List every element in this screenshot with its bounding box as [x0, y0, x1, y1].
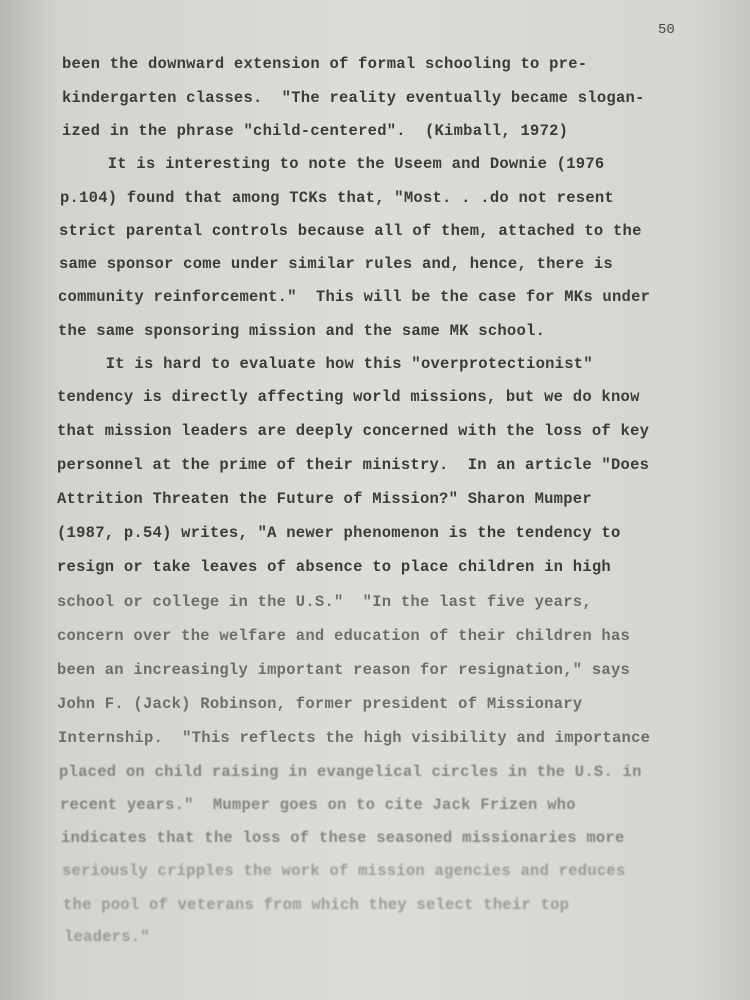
text-line: It is interesting to note the Useem and Downie (1976: [60, 155, 605, 173]
text-line: the same sponsoring mission and the same MK school.: [58, 322, 546, 340]
text-line: recent years." Mumper goes on to cite Jack Frizen who: [60, 796, 576, 814]
text-line: been an increasingly important reason for resignation," says: [57, 661, 631, 679]
text-line: indicates that the loss of these seasoned missionaries more: [61, 829, 625, 847]
text-line: ized in the phrase "child-centered". (Kimball, 1972): [62, 122, 569, 140]
text-line: It is hard to evaluate how this "overprotectionist": [58, 355, 593, 373]
text-line: p.104) found that among TCKs that, "Most. . .do not resent: [60, 189, 614, 207]
text-line: that mission leaders are deeply concerned with the loss of key: [57, 422, 650, 440]
text-line: seriously cripples the work of mission agencies and reduces: [62, 862, 626, 880]
text-line: John F. (Jack) Robinson, former president of Missionary: [57, 695, 583, 713]
text-line: resign or take leaves of absence to place children in high: [57, 558, 611, 576]
text-line: Attrition Threaten the Future of Mission?" Sharon Mumper: [57, 490, 592, 508]
text-line: Internship. "This reflects the high visibility and importance: [58, 729, 651, 747]
text-line: concern over the welfare and education of their children has: [57, 627, 631, 645]
text-line: school or college in the U.S." "In the last five years,: [57, 593, 592, 611]
text-line: kindergarten classes. "The reality eventually became slogan-: [62, 89, 645, 107]
text-line: (1987, p.54) writes, "A newer phenomenon is the tendency to: [57, 524, 621, 542]
text-line: personnel at the prime of their ministry. In an article "Does: [57, 456, 650, 474]
text-line: placed on child raising in evangelical circles in the U.S. in: [59, 763, 642, 781]
page-number: 50: [658, 22, 675, 38]
text-line: leaders.": [64, 928, 150, 946]
text-line: tendency is directly affecting world missions, but we do know: [57, 388, 640, 406]
text-line: been the downward extension of formal schooling to pre-: [62, 55, 588, 73]
text-line: strict parental controls because all of them, attached to the: [59, 222, 642, 240]
text-line: community reinforcement." This will be the case for MKs under: [58, 288, 651, 306]
text-line: same sponsor come under similar rules and, hence, there is: [59, 255, 613, 273]
text-line: the pool of veterans from which they select their top: [63, 896, 570, 914]
